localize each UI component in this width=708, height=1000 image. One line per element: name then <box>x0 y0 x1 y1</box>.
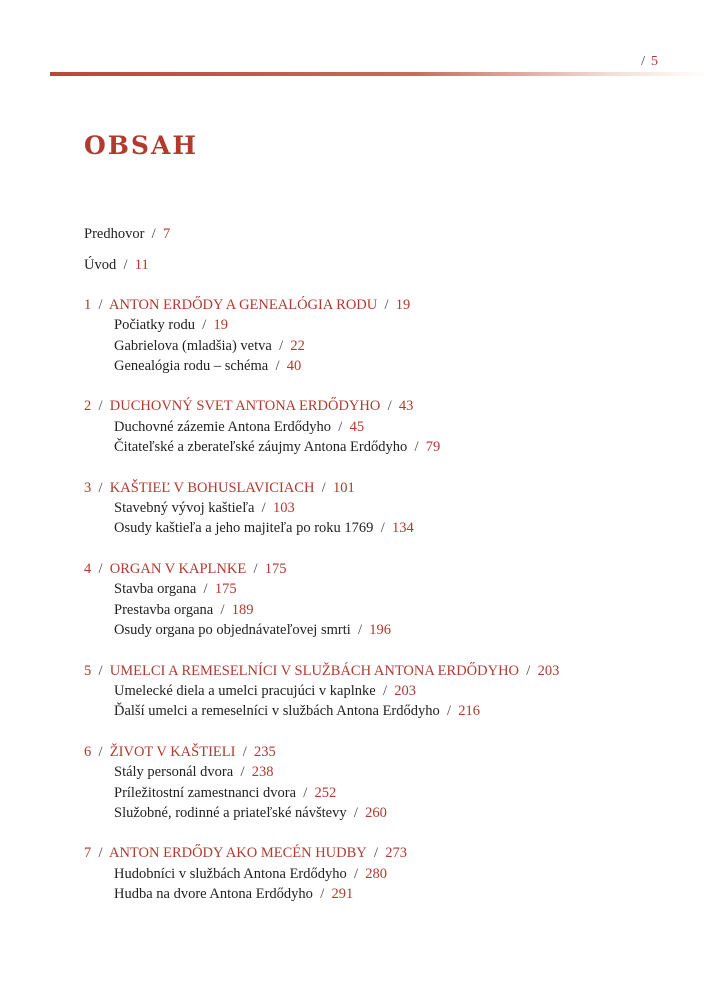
page-number-value: 5 <box>651 54 658 69</box>
chapter-heading: 6 / ŽIVOT V KAŠTIELI / 235 <box>84 743 276 760</box>
toc-chapter-3 <box>84 478 664 539</box>
chapter-heading: 3 / KAŠTIEĽ V BOHUSLAVICIACH / 101 <box>84 479 355 496</box>
toc-chapter-5 <box>84 661 664 722</box>
toc-entry-predhovor: Predhovor / 7 <box>84 226 171 242</box>
toc-section: Prestavba organa / 189 <box>114 601 254 618</box>
toc-section: Stály personál dvora / 238 <box>114 764 274 781</box>
toc-entry-uvod: Úvod / 11 <box>84 257 149 274</box>
header-rule <box>50 72 708 76</box>
toc-chapter-2 <box>84 396 664 457</box>
entry-page: 7 <box>162 226 171 242</box>
toc-section: Počiatky rodu / 19 <box>114 317 228 334</box>
chapter-heading: 7 / ANTON ERDŐDY AKO MECÉN HUDBY / 273 <box>84 845 408 862</box>
table-of-contents <box>84 224 664 925</box>
toc-section: Hudobníci v službách Antona Erdődyho / 280 <box>114 865 388 882</box>
toc-section: Osudy kaštieľa a jeho majiteľa po roku 1769 / 134 <box>114 520 414 537</box>
toc-section: Služobné, rodinné a priateľské návštevy / 260 <box>114 804 387 821</box>
toc-chapter-7 <box>84 843 664 904</box>
toc-section: Čitateľské a zberateľské záujmy Antona Erdődyho / 79 <box>114 439 441 456</box>
toc-section: Gabrielova (mladšia) vetva / 22 <box>114 337 305 354</box>
chapter-heading: 5 / UMELCI A REMESELNÍCI V SLUŽBÁCH ANTONA ERDŐDYHO / 203 <box>84 662 560 679</box>
chapter-heading: 2 / DUCHOVNÝ SVET ANTONA ERDŐDYHO / 43 <box>84 398 414 415</box>
page-separator: / <box>641 54 645 69</box>
chapter-heading: 4 / ORGAN V KAPLNKE / 175 <box>84 560 287 577</box>
page-number <box>641 54 658 70</box>
entry-title: Predhovor <box>84 226 145 242</box>
toc-chapter-4 <box>84 559 664 641</box>
toc-section: Umelecké diela a umelci pracujúci v kaplnke / 203 <box>114 682 416 699</box>
entry-page: 11 <box>134 257 149 274</box>
toc-section: Ďalší umelci a remeselníci v službách Antona Erdődyho / 216 <box>114 703 481 720</box>
toc-section: Genealógia rodu – schéma / 40 <box>114 358 302 375</box>
toc-chapter-1 <box>84 295 664 377</box>
toc-section: Osudy organa po objednávateľovej smrti / 196 <box>114 622 392 639</box>
chapter-heading: 1 / ANTON ERDŐDY A GENEALÓGIA RODU / 19 <box>84 296 411 313</box>
entry-title: Úvod <box>84 257 117 274</box>
toc-section: Stavba organa / 175 <box>114 581 237 598</box>
toc-section: Hudba na dvore Antona Erdődyho / 291 <box>114 886 354 903</box>
page-title: OBSAH <box>84 131 198 160</box>
toc-section: Stavebný vývoj kaštieľa / 103 <box>114 500 295 517</box>
toc-section: Duchovné zázemie Antona Erdődyho / 45 <box>114 418 365 435</box>
toc-chapter-6 <box>84 742 664 824</box>
toc-section: Príležitostní zamestnanci dvora / 252 <box>114 784 337 801</box>
